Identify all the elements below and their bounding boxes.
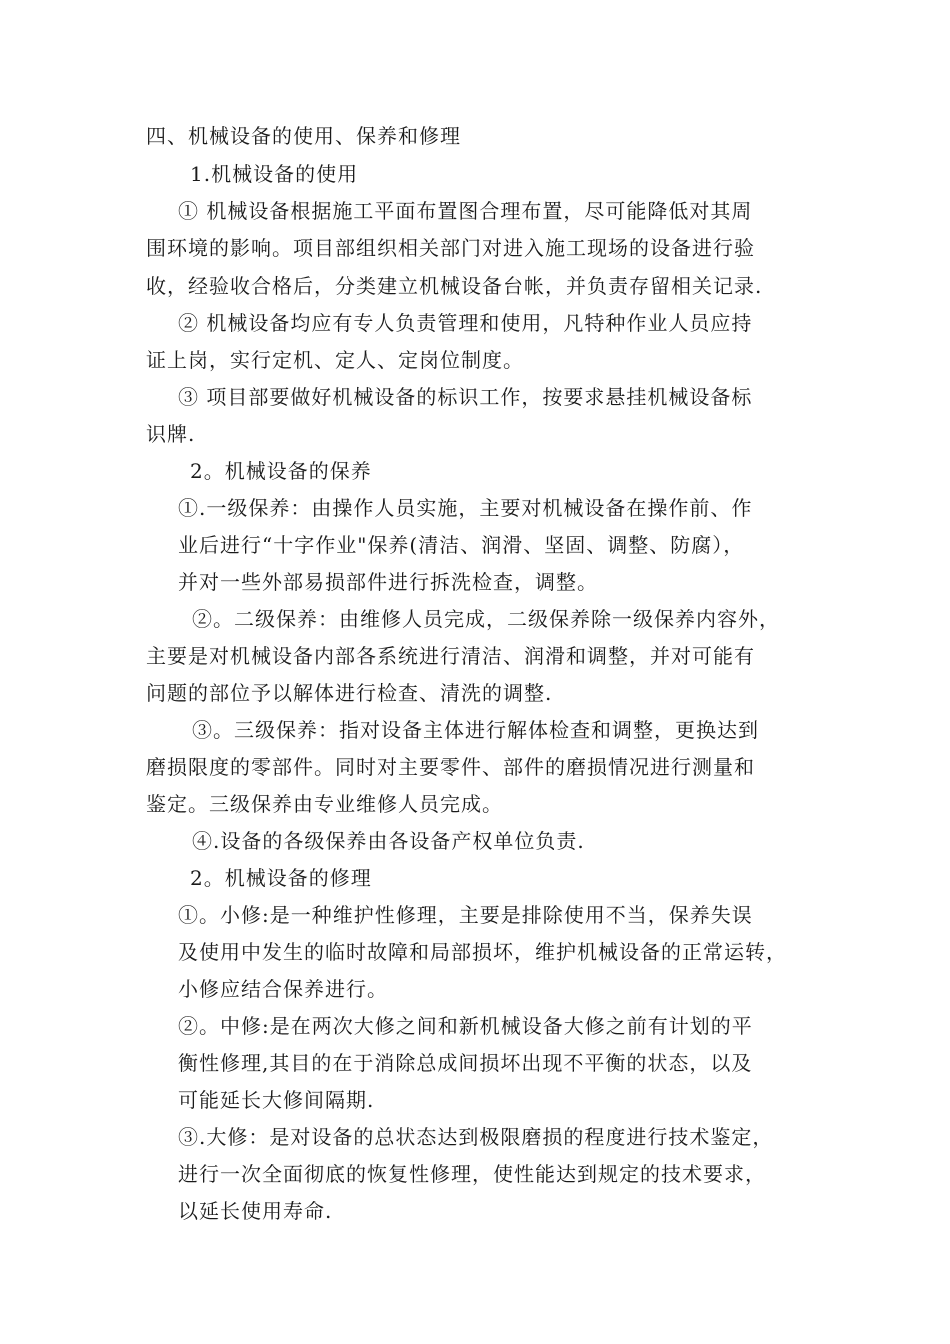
paragraph-line: ③。三级保养：指对设备主体进行解体检查和调整，更换达到 xyxy=(192,718,759,742)
subsection-heading-maintenance: 2。机械设备的保养 xyxy=(190,459,372,483)
paragraph-line: ③ 项目部要做好机械设备的标识工作，按要求悬挂机械设备标 xyxy=(178,385,753,409)
paragraph-line: 小修应结合保养进行。 xyxy=(178,977,388,1001)
paragraph-line: 业后进行“十字作业"保养(清洁、润滑、坚固、调整、防腐）， xyxy=(178,533,745,557)
paragraph-line: 问题的部位予以解体进行检查、清洗的调整. xyxy=(146,681,553,705)
paragraph-line: 可能延长大修间隔期. xyxy=(178,1088,375,1112)
subsection-heading-usage: 1.机械设备的使用 xyxy=(190,162,359,186)
paragraph-line: 识牌. xyxy=(146,422,196,446)
paragraph-line: 进行一次全面彻底的恢复性修理，使性能达到规定的技术要求， xyxy=(178,1162,766,1186)
paragraph-line: ①。小修:是一种维护性修理，主要是排除使用不当，保养失误 xyxy=(178,903,753,927)
paragraph-line: 磨损限度的零部件。同时对主要零件、部件的磨损情况进行测量和 xyxy=(146,755,755,779)
paragraph-line: 证上岗，实行定机、定人、定岗位制度。 xyxy=(146,348,524,372)
paragraph-line: 围环境的影响。项目部组织相关部门对进入施工现场的设备进行验 xyxy=(146,236,755,260)
paragraph-line: ②。中修:是在两次大修之间和新机械设备大修之前有计划的平 xyxy=(178,1014,753,1038)
paragraph-line: ③.大修：是对设备的总状态达到极限磨损的程度进行技术鉴定， xyxy=(178,1125,774,1149)
paragraph-line: 鉴定。三级保养由专业维修人员完成。 xyxy=(146,792,503,816)
paragraph-line: ④.设备的各级保养由各设备产权单位负责. xyxy=(192,829,585,853)
paragraph-line: 主要是对机械设备内部各系统进行清洁、润滑和调整，并对可能有 xyxy=(146,644,755,668)
paragraph-line: ① 机械设备根据施工平面布置图合理布置，尽可能降低对其周 xyxy=(178,199,753,223)
paragraph-line: 以延长使用寿命. xyxy=(178,1199,333,1223)
paragraph-line: 并对一些外部易损部件进行拆洗检查，调整。 xyxy=(178,570,598,594)
subsection-heading-repair: 2。机械设备的修理 xyxy=(190,866,372,890)
paragraph-line: 及使用中发生的临时故障和局部损坏，维护机械设备的正常运转， xyxy=(178,940,787,964)
paragraph-line: ②。二级保养：由维修人员完成，二级保养除一级保养内容外， xyxy=(192,607,780,631)
paragraph-line: 衡性修理,其目的在于消除总成间损坏出现不平衡的状态，以及 xyxy=(178,1051,753,1075)
paragraph-line: 收，经验收合格后，分类建立机械设备台帐，并负责存留相关记录. xyxy=(146,274,763,298)
paragraph-line: ①.一级保养：由操作人员实施，主要对机械设备在操作前、作 xyxy=(178,496,753,520)
section-heading: 四、机械设备的使用、保养和修理 xyxy=(146,124,461,148)
paragraph-line: ② 机械设备均应有专人负责管理和使用，凡特种作业人员应持 xyxy=(178,311,753,335)
